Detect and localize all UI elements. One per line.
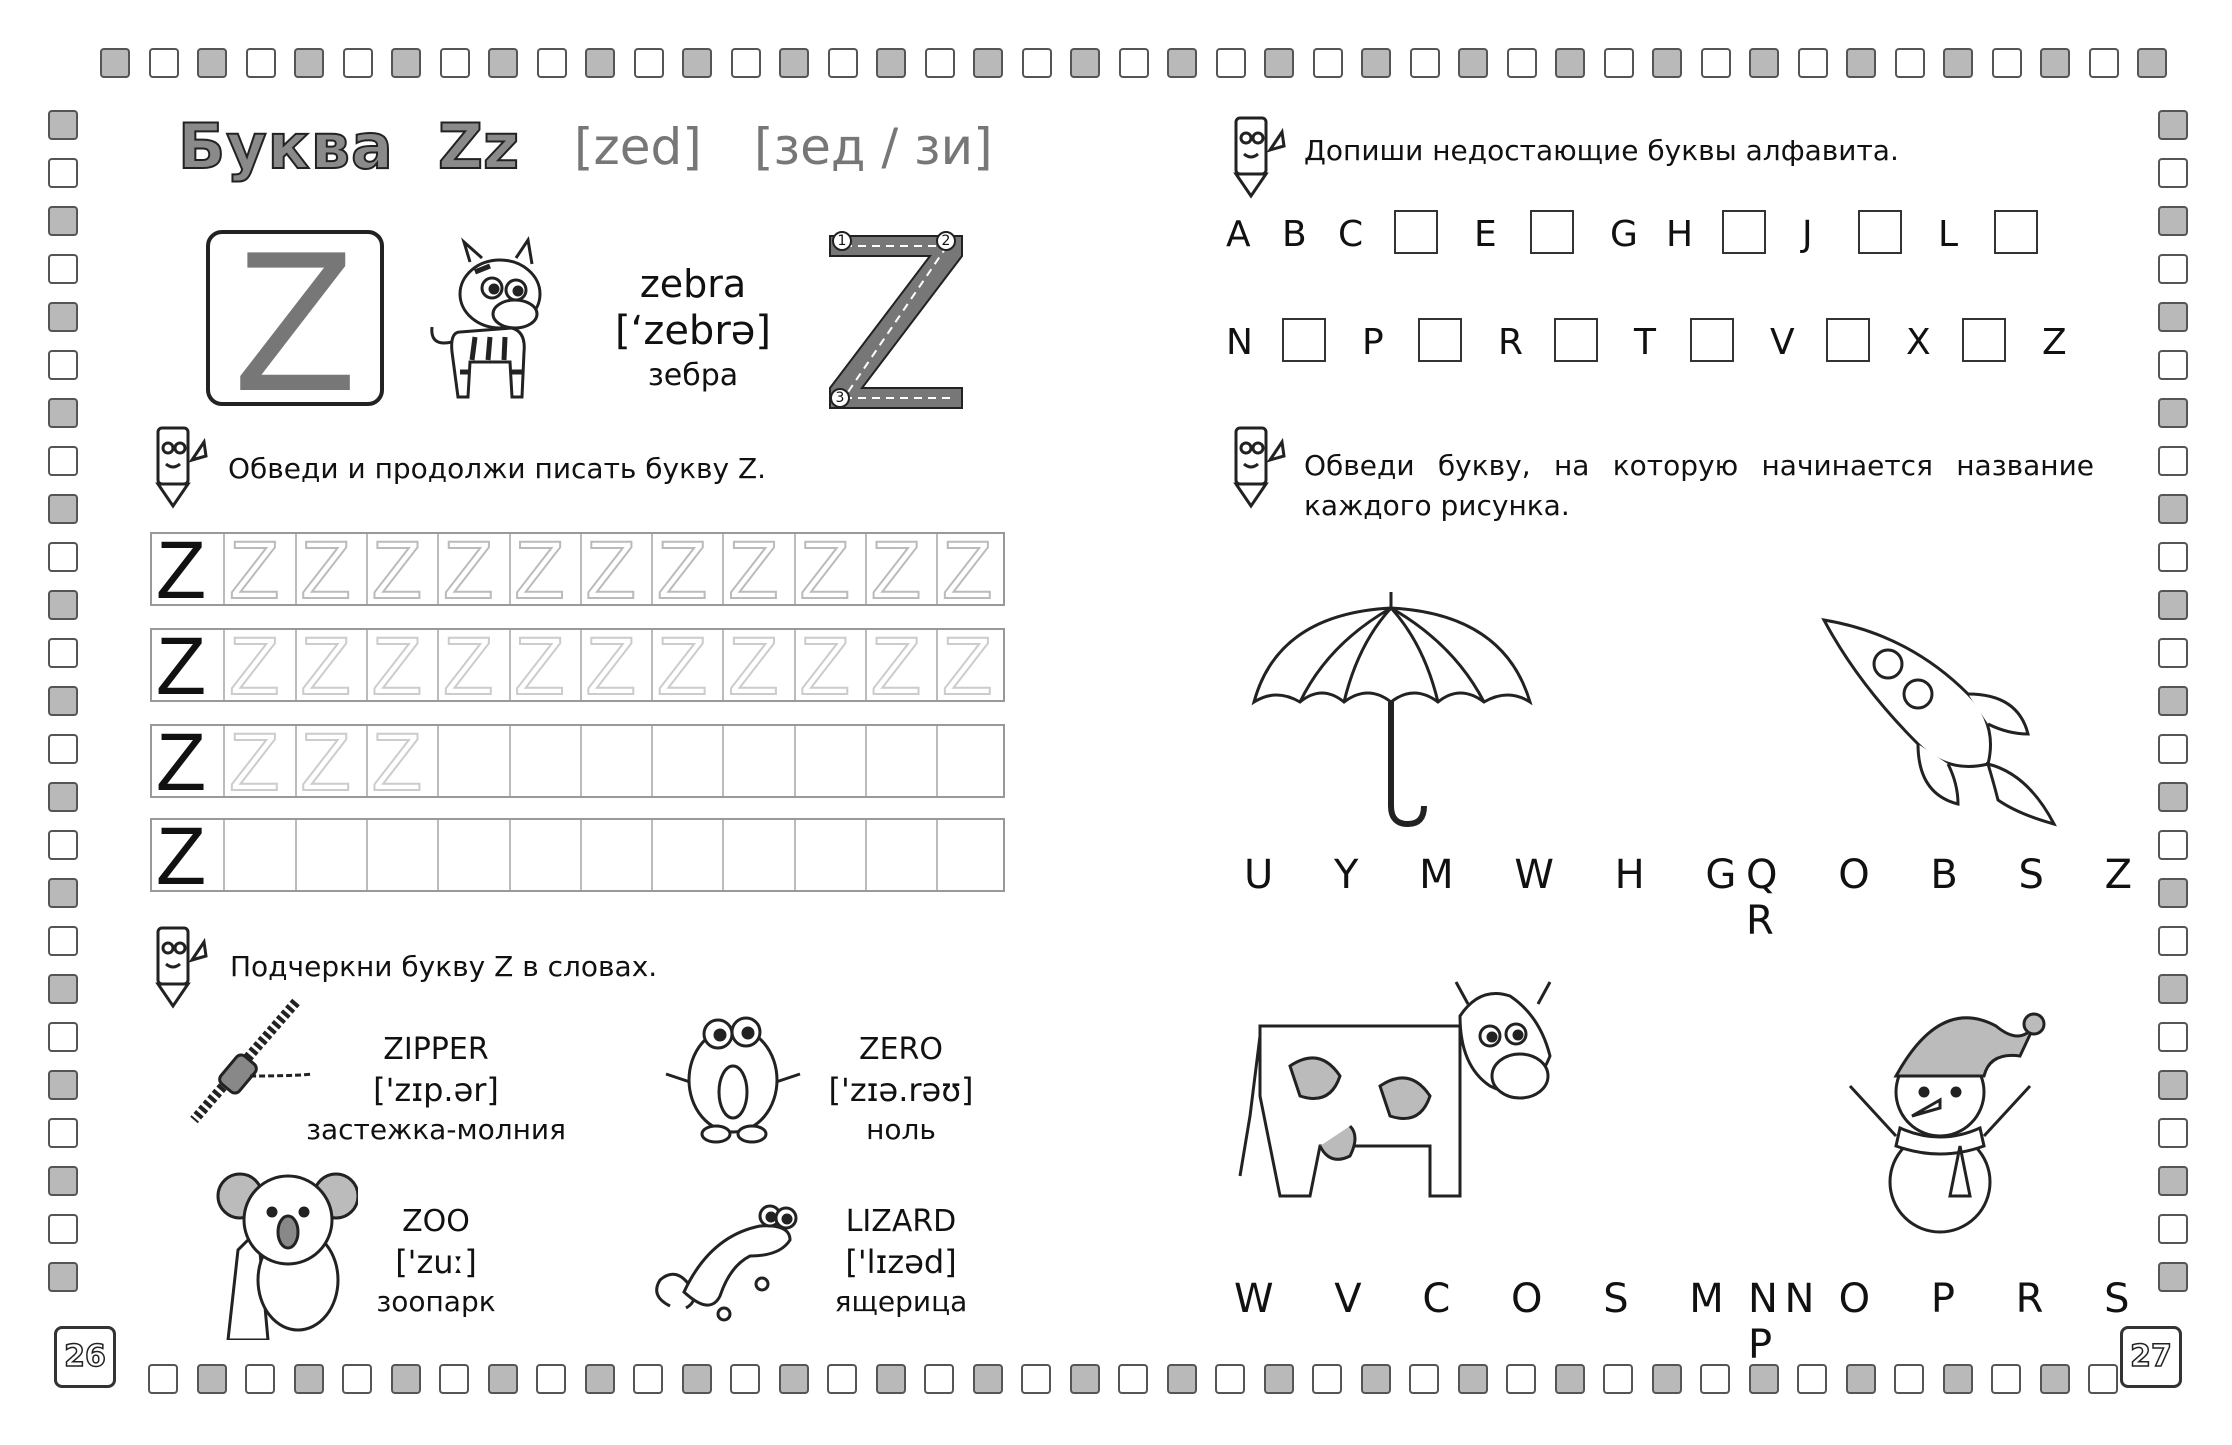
alphabet-letter: R [1498, 322, 1524, 363]
frame-square [197, 48, 227, 78]
alphabet-letter: P [1362, 322, 1384, 363]
frame-square [48, 686, 78, 716]
letter-choice-umbrella[interactable]: U Y M W H G [1244, 852, 1761, 898]
trace-step-1: 1 [832, 231, 852, 251]
frame-square [2158, 158, 2188, 188]
frame-square [391, 1364, 421, 1394]
grid-divider [651, 534, 653, 604]
grid-trace-letter: Z [871, 621, 922, 712]
frame-square [48, 302, 78, 332]
cow-icon [1220, 976, 1570, 1236]
example-transcription: [‘zebrə] [615, 308, 771, 354]
frame-square [1216, 48, 1246, 78]
frame-square [294, 48, 324, 78]
frame-square [682, 1364, 712, 1394]
frame-square [48, 1022, 78, 1052]
frame-square [1070, 48, 1100, 78]
frame-square [48, 638, 78, 668]
frame-square [2158, 1070, 2188, 1100]
frame-square [1021, 1364, 1051, 1394]
frame-square [779, 48, 809, 78]
instruction-trace: Обведи и продолжи писать букву Z. [228, 452, 767, 485]
missing-letter-box[interactable] [1690, 318, 1734, 362]
word-zipper-translation: застежка-молния [306, 1113, 566, 1146]
frame-square [1507, 48, 1537, 78]
grid-divider [223, 820, 225, 890]
frame-square [1652, 48, 1682, 78]
frame-square [245, 1364, 275, 1394]
grid-trace-letter: Z [657, 525, 708, 616]
grid-divider [223, 534, 225, 604]
frame-square [149, 48, 179, 78]
alphabet-letter: H [1666, 214, 1694, 255]
frame-square [148, 1364, 178, 1394]
frame-square [2158, 1118, 2188, 1148]
transcription-ru: [зед / зи] [754, 118, 993, 176]
grid-trace-letter: Z [728, 525, 779, 616]
practice-grid-row [150, 621, 1005, 712]
frame-square [48, 398, 78, 428]
instruction-circle: Обведи букву, на которую начинается название каждого рисунка. [1304, 449, 2094, 522]
grid-divider [437, 630, 439, 700]
missing-letter-box[interactable] [1418, 318, 1462, 362]
grid-sample-letter: Z [156, 525, 207, 616]
grid-trace-letter: Z [514, 525, 565, 616]
grid-divider [722, 820, 724, 890]
frame-square [2158, 1166, 2188, 1196]
frame-square [1410, 48, 1440, 78]
grid-divider [794, 820, 796, 890]
frame-square [1506, 1364, 1536, 1394]
word-lizard-transcription: ['lɪzəd] [845, 1243, 957, 1281]
pencil-mascot-icon [1226, 420, 1288, 510]
word-zipper-transcription: ['zɪp.ər] [373, 1071, 499, 1109]
frame-square [48, 1070, 78, 1100]
grid-divider [936, 820, 938, 890]
word-zero-en: ZERO [859, 1032, 943, 1067]
koala-icon [198, 1170, 358, 1340]
zipper-icon [186, 996, 316, 1136]
grid-trace-letter: Z [585, 525, 636, 616]
frame-square [2158, 110, 2188, 140]
grid-trace-letter: Z [871, 525, 922, 616]
grid-trace-letter: Z [728, 621, 779, 712]
grid-divider [936, 534, 938, 604]
missing-letter-box[interactable] [1554, 318, 1598, 362]
trace-step-2: 2 [936, 231, 956, 251]
frame-square [634, 48, 664, 78]
frame-square [48, 110, 78, 140]
page-number-left: 26 [54, 1326, 116, 1388]
alphabet-letter: A [1226, 214, 1251, 255]
alphabet-letter: B [1282, 214, 1307, 255]
frame-square [1070, 1364, 1100, 1394]
grid-divider [580, 820, 582, 890]
word-lizard-translation: ящерица [834, 1285, 968, 1318]
frame-square [1798, 48, 1828, 78]
grid-divider [794, 630, 796, 700]
alphabet-letter: L [1938, 214, 1959, 255]
frame-square [1361, 48, 1391, 78]
frame-square [1603, 1364, 1633, 1394]
rocket-icon [1818, 614, 2068, 834]
word-zoo-translation: зоопарк [376, 1285, 496, 1318]
alphabet-letter: E [1474, 214, 1497, 255]
grid-divider [865, 534, 867, 604]
frame-square [731, 48, 761, 78]
alphabet-letter: G [1610, 214, 1638, 255]
frame-square [876, 48, 906, 78]
frame-square [2158, 734, 2188, 764]
grid-divider [295, 820, 297, 890]
frame-square [1652, 1364, 1682, 1394]
frame-square [48, 446, 78, 476]
grid-divider [722, 534, 724, 604]
alphabet-letter: V [1770, 322, 1795, 363]
grid-divider [651, 630, 653, 700]
word-zoo-transcription: ['zuː] [395, 1243, 477, 1281]
word-zoo-en: ZOO [402, 1204, 470, 1239]
grid-sample-letter: Z [156, 811, 207, 902]
grid-divider [865, 820, 867, 890]
frame-square [48, 974, 78, 1004]
frame-square [1215, 1364, 1245, 1394]
grid-trace-letter: Z [443, 525, 494, 616]
frame-square [48, 350, 78, 380]
frame-square [730, 1364, 760, 1394]
frame-square [343, 48, 373, 78]
frame-square [1458, 48, 1488, 78]
frame-square [2158, 542, 2188, 572]
frame-square [342, 1364, 372, 1394]
missing-letter-box[interactable] [1858, 210, 1902, 254]
letter-choice-rocket[interactable]: Q O B S Z R [1746, 852, 2157, 944]
instruction-underline: Подчеркни букву Z в словах. [230, 950, 658, 983]
frame-square [2158, 974, 2188, 1004]
grid-trace-letter: Z [229, 717, 280, 808]
frame-square [1749, 1364, 1779, 1394]
page-number-right: 27 [2120, 1326, 2182, 1388]
frame-square [1943, 48, 1973, 78]
frame-square [1555, 1364, 1585, 1394]
frame-square [48, 1214, 78, 1244]
alphabet-letter: X [1906, 322, 1931, 363]
frame-square [2158, 782, 2188, 812]
word-zipper [306, 1030, 566, 1150]
word-zero-translation: ноль [866, 1113, 936, 1146]
grid-trace-letter: Z [371, 525, 422, 616]
frame-square [48, 494, 78, 524]
frame-square [2158, 1022, 2188, 1052]
example-word-block [598, 262, 788, 393]
frame-square [585, 48, 615, 78]
grid-trace-letter: Z [229, 621, 280, 712]
word-zero [806, 1030, 996, 1150]
grid-divider [295, 630, 297, 700]
frame-square [1264, 1364, 1294, 1394]
grid-trace-letter: Z [229, 525, 280, 616]
grid-divider [651, 726, 653, 796]
grid-trace-letter: Z [300, 621, 351, 712]
frame-square [1749, 48, 1779, 78]
zero-character-icon [658, 1008, 808, 1148]
big-letter-card: Z [206, 230, 384, 406]
trace-step-3: 3 [830, 388, 850, 408]
grid-divider [366, 534, 368, 604]
frame-square [537, 48, 567, 78]
grid-divider [366, 726, 368, 796]
grid-divider [722, 726, 724, 796]
pencil-mascot-icon [148, 420, 210, 510]
grid-divider [223, 726, 225, 796]
word-zoo [346, 1202, 526, 1322]
frame-square [536, 1364, 566, 1394]
grid-divider [509, 820, 511, 890]
frame-square [2158, 638, 2188, 668]
frame-square [294, 1364, 324, 1394]
frame-square [1895, 48, 1925, 78]
frame-square [48, 590, 78, 620]
alphabet-letter: N [1226, 322, 1253, 363]
frame-square [2089, 48, 2119, 78]
grid-trace-letter: Z [371, 621, 422, 712]
grid-divider [509, 534, 511, 604]
frame-square [2158, 206, 2188, 236]
missing-letter-box[interactable] [1826, 318, 1870, 362]
missing-letter-box[interactable] [1722, 210, 1766, 254]
frame-square [488, 48, 518, 78]
frame-square [48, 734, 78, 764]
frame-square [1312, 1364, 1342, 1394]
frame-square [48, 158, 78, 188]
missing-letter-box[interactable] [1994, 210, 2038, 254]
frame-square [633, 1364, 663, 1394]
grid-divider [794, 534, 796, 604]
alphabet-letter: C [1338, 214, 1364, 255]
example-translation: зебра [647, 358, 739, 393]
frame-square [585, 1364, 615, 1394]
grid-divider [366, 630, 368, 700]
grid-trace-letter: Z [300, 717, 351, 808]
frame-square [2158, 686, 2188, 716]
frame-square [1167, 48, 1197, 78]
grid-divider [580, 630, 582, 700]
grid-trace-letter: Z [300, 525, 351, 616]
word-zipper-en: ZIPPER [383, 1032, 489, 1067]
frame-square [2158, 254, 2188, 284]
letter-choice-cow[interactable]: W V C O S M N [1234, 1276, 1839, 1322]
frame-square [2158, 446, 2188, 476]
page-title-letter: Zz [438, 110, 520, 183]
frame-square [1700, 1364, 1730, 1394]
frame-square [2158, 494, 2188, 524]
frame-square [973, 48, 1003, 78]
frame-square [2088, 1364, 2118, 1394]
frame-square [48, 878, 78, 908]
frame-square [876, 1364, 906, 1394]
grid-divider [366, 820, 368, 890]
frame-square [391, 48, 421, 78]
frame-square [48, 254, 78, 284]
frame-square [924, 1364, 954, 1394]
frame-square [973, 1364, 1003, 1394]
missing-letter-box[interactable] [1962, 318, 2006, 362]
grid-trace-letter: Z [942, 621, 993, 712]
frame-square [100, 48, 130, 78]
frame-square [1264, 48, 1294, 78]
frame-square [1894, 1364, 1924, 1394]
grid-divider [865, 726, 867, 796]
grid-trace-letter: Z [371, 717, 422, 808]
grid-divider [936, 726, 938, 796]
grid-divider [295, 726, 297, 796]
frame-square [48, 1118, 78, 1148]
snowman-icon [1820, 996, 2060, 1236]
alphabet-letter: Z [2042, 322, 2067, 363]
grid-divider [936, 630, 938, 700]
grid-sample-letter: Z [156, 717, 207, 808]
grid-trace-letter: Z [799, 621, 850, 712]
grid-divider [651, 820, 653, 890]
transcription-en: [zed] [574, 118, 702, 176]
frame-square [48, 830, 78, 860]
alphabet-letter: J [1802, 214, 1813, 255]
grid-divider [865, 630, 867, 700]
frame-square [1846, 48, 1876, 78]
frame-square [1943, 1364, 1973, 1394]
frame-square [1167, 1364, 1197, 1394]
grid-divider [794, 726, 796, 796]
frame-square [2158, 302, 2188, 332]
frame-square [440, 48, 470, 78]
frame-square [246, 48, 276, 78]
frame-square [1361, 1364, 1391, 1394]
frame-square [48, 542, 78, 572]
frame-square [1604, 48, 1634, 78]
grid-trace-letter: Z [443, 621, 494, 712]
frame-square [48, 782, 78, 812]
frame-square [1991, 1364, 2021, 1394]
frame-square [439, 1364, 469, 1394]
frame-square [48, 206, 78, 236]
frame-square [2158, 398, 2188, 428]
example-word: zebra [639, 262, 747, 306]
frame-square [1119, 48, 1149, 78]
frame-square [1458, 1364, 1488, 1394]
missing-letter-box[interactable] [1282, 318, 1326, 362]
frame-square [2158, 1214, 2188, 1244]
frame-square [2158, 350, 2188, 380]
practice-grid-row [150, 717, 1005, 808]
page-title-word: Буква [178, 110, 394, 183]
grid-divider [223, 630, 225, 700]
grid-divider [437, 534, 439, 604]
frame-square [2137, 48, 2167, 78]
frame-square [1797, 1364, 1827, 1394]
grid-trace-letter: Z [514, 621, 565, 712]
word-zero-transcription: ['zɪə.rəʊ] [828, 1071, 974, 1109]
frame-square [488, 1364, 518, 1394]
missing-letter-box[interactable] [1530, 210, 1574, 254]
grid-divider [580, 726, 582, 796]
frame-square [197, 1364, 227, 1394]
frame-square [1118, 1364, 1148, 1394]
frame-square [48, 1262, 78, 1292]
grid-divider [509, 630, 511, 700]
lizard-icon [640, 1196, 810, 1336]
grid-trace-letter: Z [657, 621, 708, 712]
frame-square [1846, 1364, 1876, 1394]
frame-square [1409, 1364, 1439, 1394]
letter-tracing-guide [822, 228, 972, 414]
alphabet-letter: T [1634, 322, 1656, 363]
grid-sample-letter: Z [156, 621, 207, 712]
frame-square [828, 48, 858, 78]
word-lizard [806, 1202, 996, 1322]
missing-letter-box[interactable] [1394, 210, 1438, 254]
instruction-alphabet: Допиши недостающие буквы алфавита. [1304, 134, 1899, 167]
frame-square [2040, 48, 2070, 78]
pencil-mascot-icon [1226, 110, 1288, 200]
frame-square [1701, 48, 1731, 78]
frame-square [1992, 48, 2022, 78]
grid-divider [509, 726, 511, 796]
zebra-icon [420, 232, 570, 412]
grid-divider [580, 534, 582, 604]
grid-divider [295, 534, 297, 604]
grid-divider [437, 820, 439, 890]
practice-grid-row [150, 525, 1005, 616]
frame-square [2040, 1364, 2070, 1394]
frame-square [779, 1364, 809, 1394]
letter-choice-snowman[interactable]: N O P R S P [1748, 1276, 2154, 1368]
grid-trace-letter: Z [799, 525, 850, 616]
practice-grid-row [150, 811, 1005, 902]
frame-square [925, 48, 955, 78]
umbrella-icon [1248, 584, 1534, 834]
frame-square [2158, 590, 2188, 620]
word-lizard-en: LIZARD [845, 1204, 957, 1239]
frame-square [1022, 48, 1052, 78]
grid-divider [437, 726, 439, 796]
frame-square [48, 926, 78, 956]
frame-square [48, 1166, 78, 1196]
frame-square [1555, 48, 1585, 78]
frame-square [1313, 48, 1343, 78]
frame-square [682, 48, 712, 78]
grid-divider [722, 630, 724, 700]
grid-trace-letter: Z [585, 621, 636, 712]
frame-square [827, 1364, 857, 1394]
grid-trace-letter: Z [942, 525, 993, 616]
